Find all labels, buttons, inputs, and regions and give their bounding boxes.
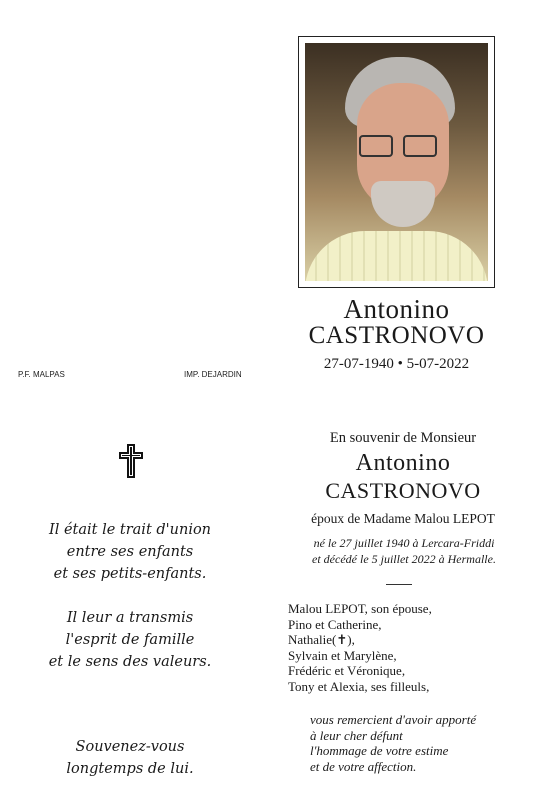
poem-line: Souvenez-vous (75, 739, 185, 755)
family-list (288, 601, 518, 694)
poem-line: entre ses enfants (66, 544, 194, 560)
family-member: Pino et Catherine, (288, 616, 382, 632)
thanks-message (310, 712, 520, 774)
top-first-name: Antonino (343, 294, 450, 324)
poem-stanza-1 (20, 519, 240, 585)
death-date: 5-07-2022 (406, 356, 470, 372)
birth-info: né le 27 juillet 1940 à Lercara-Friddi (313, 536, 495, 550)
poem-stanza-3 (20, 736, 240, 780)
thanks-line: vous remercient d'avoir apporté (310, 712, 477, 727)
poem-line: Il était le trait d'union (48, 522, 212, 538)
life-dates (298, 356, 495, 373)
family-member: Sylvain et Marylène, (288, 647, 397, 663)
funeral-home-credit: P.F. MALPAS (18, 370, 65, 379)
top-last-name: CASTRONOVO (308, 322, 485, 349)
poem-line: et ses petits-enfants. (53, 566, 207, 582)
poem-line: et le sens des valeurs. (48, 654, 212, 670)
portrait-frame (298, 36, 495, 288)
family-member: Tony et Alexia, ses filleuls, (288, 678, 430, 694)
thanks-line: à leur cher défunt (310, 727, 403, 743)
bottom-first-name: Antonino (355, 450, 451, 476)
family-member: Malou LEPOT, son épouse, (288, 601, 432, 616)
thanks-line: l'hommage de votre estime (310, 743, 449, 758)
latin-cross-icon (118, 444, 144, 478)
section-divider (386, 584, 412, 585)
family-member: Nathalie(✝), (288, 632, 355, 647)
poem-line: l'esprit de famille (65, 632, 195, 648)
printer-credit: IMP. DEJARDIN (184, 370, 242, 379)
poem-line: Il leur a transmis (66, 610, 194, 626)
death-info: et décédé le 5 juillet 2022 à Hermalle. (312, 552, 496, 566)
bottom-last-name: CASTRONOVO (325, 478, 481, 503)
portrait-glasses-right (403, 135, 437, 157)
memorial-intro: En souvenir de Monsieur (329, 430, 477, 446)
poem-line: longtemps de lui. (66, 761, 194, 777)
spouse-line: époux de Madame Malou LEPOT (311, 511, 495, 526)
thanks-line: et de votre affection. (310, 758, 417, 774)
portrait-shirt (305, 231, 488, 281)
family-member: Frédéric et Véronique, (288, 663, 406, 678)
portrait-beard (371, 181, 435, 227)
poem-stanza-2 (20, 607, 240, 673)
portrait-glasses-left (359, 135, 393, 157)
date-separator: • (397, 356, 403, 372)
birth-date: 27-07-1940 (323, 356, 394, 372)
portrait-photo (305, 43, 488, 281)
